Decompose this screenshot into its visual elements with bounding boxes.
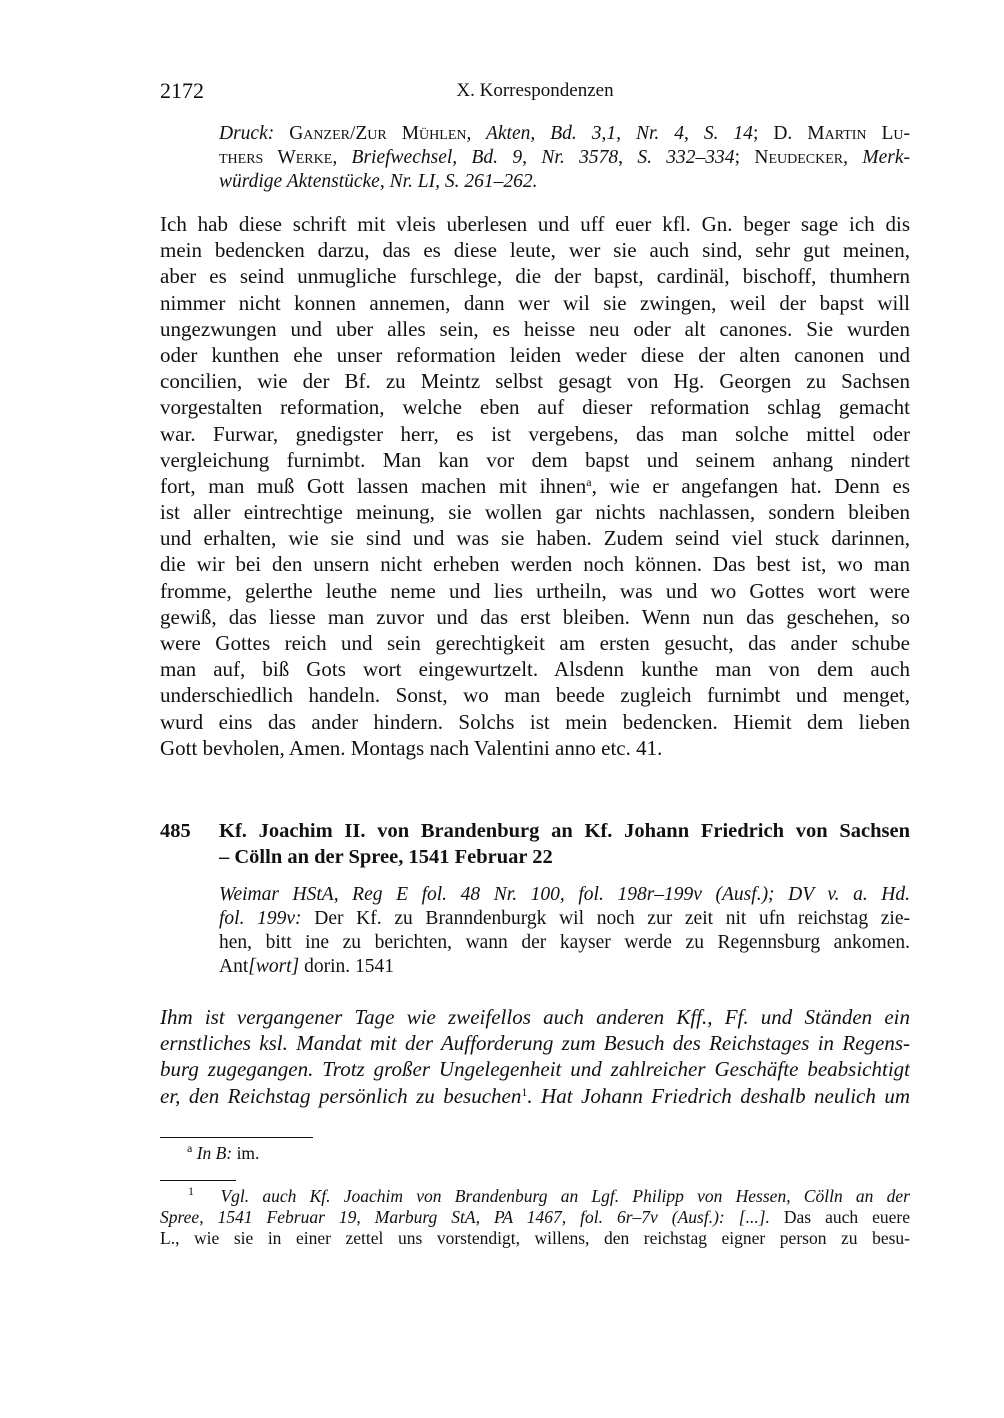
source-line: [219, 907, 910, 931]
summary-line: Ihm ist vergangener Tage wie zweifellos auch anderen Kff., Ff. und Ständen ein: [160, 1005, 910, 1029]
document-number: 485: [160, 820, 191, 842]
footnote-marker-1[interactable]: 1: [521, 1084, 528, 1099]
source-text: Der Kf. zu Branndenburgk wil noch zur zeit nit ufn reichstag zie-: [301, 908, 910, 929]
footnote-text: im.: [232, 1143, 260, 1163]
body-text: , wie er angefangen hat. Denn es: [591, 473, 910, 498]
print-reference-line: [219, 146, 910, 170]
body-line: oder kunthen ehe unser reformation leiden weder diese der alten canonen und: [160, 342, 910, 367]
footnote-divider: [160, 1180, 236, 1181]
summary-text: [160, 1004, 910, 1109]
body-line: [160, 473, 910, 499]
page-header: [160, 78, 910, 106]
body-line: man auf, biß Gots wort eingewurtzelt. Alsdenn kunthe man von dem auch: [160, 657, 910, 682]
body-line: vorgestalten reformation, welche eben auf dieser reformation schlag gemacht: [160, 395, 910, 420]
body-line: Gott bevholen, Amen. Montags nach Valentini anno etc. 41.: [160, 735, 663, 760]
reference-detail: würdige Aktenstücke, Nr. LI, S. 261–262.: [219, 171, 538, 192]
author-name: Martin Lu-: [807, 123, 910, 144]
separator: ; D.: [752, 123, 808, 144]
page-number: 2172: [160, 78, 204, 103]
footnote-mark: 1: [188, 1186, 194, 1198]
print-references: [219, 122, 910, 194]
source-text: Ant: [219, 956, 249, 977]
summary-line: burg zugegangen. Trotz großer Ungelegenheit und zahlreicher Geschäfte beabsichtigt: [160, 1057, 910, 1082]
body-line: die wir bei den unsern nicht erheben werden noch können. Das best ist, wo man: [160, 552, 910, 577]
body-line: wurd eins das ander hindern. Solchs ist mein bedencken. Hiemit dem lieben: [160, 709, 910, 734]
body-line: war. Furwar, gnedigster herr, es ist vergebens, das man solche mittel oder: [160, 421, 910, 446]
reference-detail: , Akten, Bd. 3,1, Nr. 4, S. 14: [466, 123, 753, 144]
document-title-line: Kf. Joachim II. von Brandenburg an Kf. Johann Friedrich von Sachsen: [219, 820, 910, 842]
body-line: nimmer nicht konnen annemen, dann wer wil sie zwingen, weil der bapst will: [160, 290, 910, 315]
source-description: [219, 883, 910, 979]
body-line: ist aller eintrechtige meinung, sie wollen gar nichts nachlassen, sondern bleiben: [160, 500, 910, 525]
footnote-1: [160, 1186, 910, 1249]
source-line: [219, 955, 910, 979]
body-line: ungezwungen und uber alles sein, es heisse neu oder alt canones. Sie wurden: [160, 316, 910, 341]
reference-detail: , Briefwechsel, Bd. 9, Nr. 3578, S. 332–334: [332, 147, 735, 168]
print-label: Druck:: [219, 123, 275, 144]
footnote-divider: [160, 1137, 313, 1138]
reference-detail: , Merk-: [843, 147, 910, 168]
summary-line: ernstliches ksl. Mandat mit der Aufforderung zum Besuch des Reichstages in Regens-: [160, 1031, 910, 1056]
summary-text-segment: . Hat Johann Friedrich deshalb neulich um: [527, 1083, 910, 1108]
footnote-marker-a[interactable]: a: [586, 474, 592, 489]
body-line: fromme, gelerthe leuthe neme und lies urtheiln, was und wo Gottes wort were: [160, 578, 910, 603]
body-line: were Gottes reich und sein gerechtigkeit am ersten gesucht, das ander schube: [160, 631, 910, 655]
document-title: [219, 818, 910, 870]
body-line: underschiedlich handeln. Sonst, wo man beede zugleich furnimbt und menget,: [160, 683, 910, 708]
footnote-line: [160, 1207, 910, 1228]
body-line: aber es seind unmugliche furschlege, die der bapst, cardinäl, bischoff, thumhern: [160, 264, 910, 289]
body-line: concilien, wie der Bf. zu Meintz selbst gesagt von Hg. Georgen zu Sachsen: [160, 369, 910, 394]
running-title: X. Korrespondenzen: [456, 80, 614, 101]
footnote-a: [187, 1142, 259, 1164]
source-text: dorin. 1541: [299, 956, 394, 977]
author-name: Neudecker: [754, 147, 844, 168]
body-text: fort, man muß Gott lassen machen mit ihnen: [160, 473, 587, 498]
print-reference-line: [219, 170, 910, 194]
footnote-line: L., wie sie in einer zettel uns vorstendigt, willens, den reichstag eigner person zu besu-: [160, 1228, 910, 1248]
footnote-line: [160, 1186, 910, 1207]
source-line: [219, 883, 910, 907]
body-line: Ich hab diese schrift mit vleis uberlesen und uff euer kfl. Gn. beger sage ich dis: [160, 212, 910, 236]
print-reference-line: [219, 122, 910, 146]
body-line: mein bedencken darzu, das es diese leute, wer sie auch sind, sehr gut meinen,: [160, 238, 910, 263]
summary-text-segment: er, den Reichstag persönlich zu besuchen: [160, 1083, 522, 1108]
footnote-reference: Spree, 1541 Februar 19, Marburg StA, PA 1467, fol. 6r–7v (Ausf.): [...].: [160, 1207, 770, 1227]
footnote-mark: a: [187, 1141, 193, 1155]
body-line: gewiß, das liesse man zuvor und das erst bleiben. Wenn nun das geschehen, so: [160, 604, 910, 629]
source-line: hen, bitt ine zu berichten, wann der kayser werde zu Regennsburg ankomen.: [219, 932, 910, 953]
footnote-label: In B:: [196, 1143, 233, 1163]
archive-reference: Weimar HStA, Reg E fol. 48 Nr. 100, fol. 198r–199v (Ausf.); DV v. a. Hd.: [219, 884, 910, 905]
summary-line: [160, 1083, 910, 1109]
document-title-line: – Cölln an der Spree, 1541 Februar 22: [219, 846, 553, 868]
footnote-text: Das auch euere: [769, 1207, 910, 1227]
letter-body: [160, 211, 910, 761]
author-name: thers Werke: [219, 147, 333, 168]
editorial-insert: [wort]: [248, 956, 300, 977]
author-name: Ganzer/Zur Mühlen: [289, 123, 467, 144]
footnote-reference: Vgl. auch Kf. Joachim von Brandenburg an Lgf. Philipp von Hessen, Cölln an der: [220, 1186, 910, 1206]
body-line: vergleichung furnimbt. Man kan vor dem bapst und seinem anhang nindert: [160, 447, 910, 472]
archive-reference: fol. 199v:: [219, 908, 302, 929]
separator: ;: [734, 147, 755, 168]
body-line: und erhalten, wie sie sind und was sie haben. Zudem seind viel stuck darinnen,: [160, 526, 910, 551]
